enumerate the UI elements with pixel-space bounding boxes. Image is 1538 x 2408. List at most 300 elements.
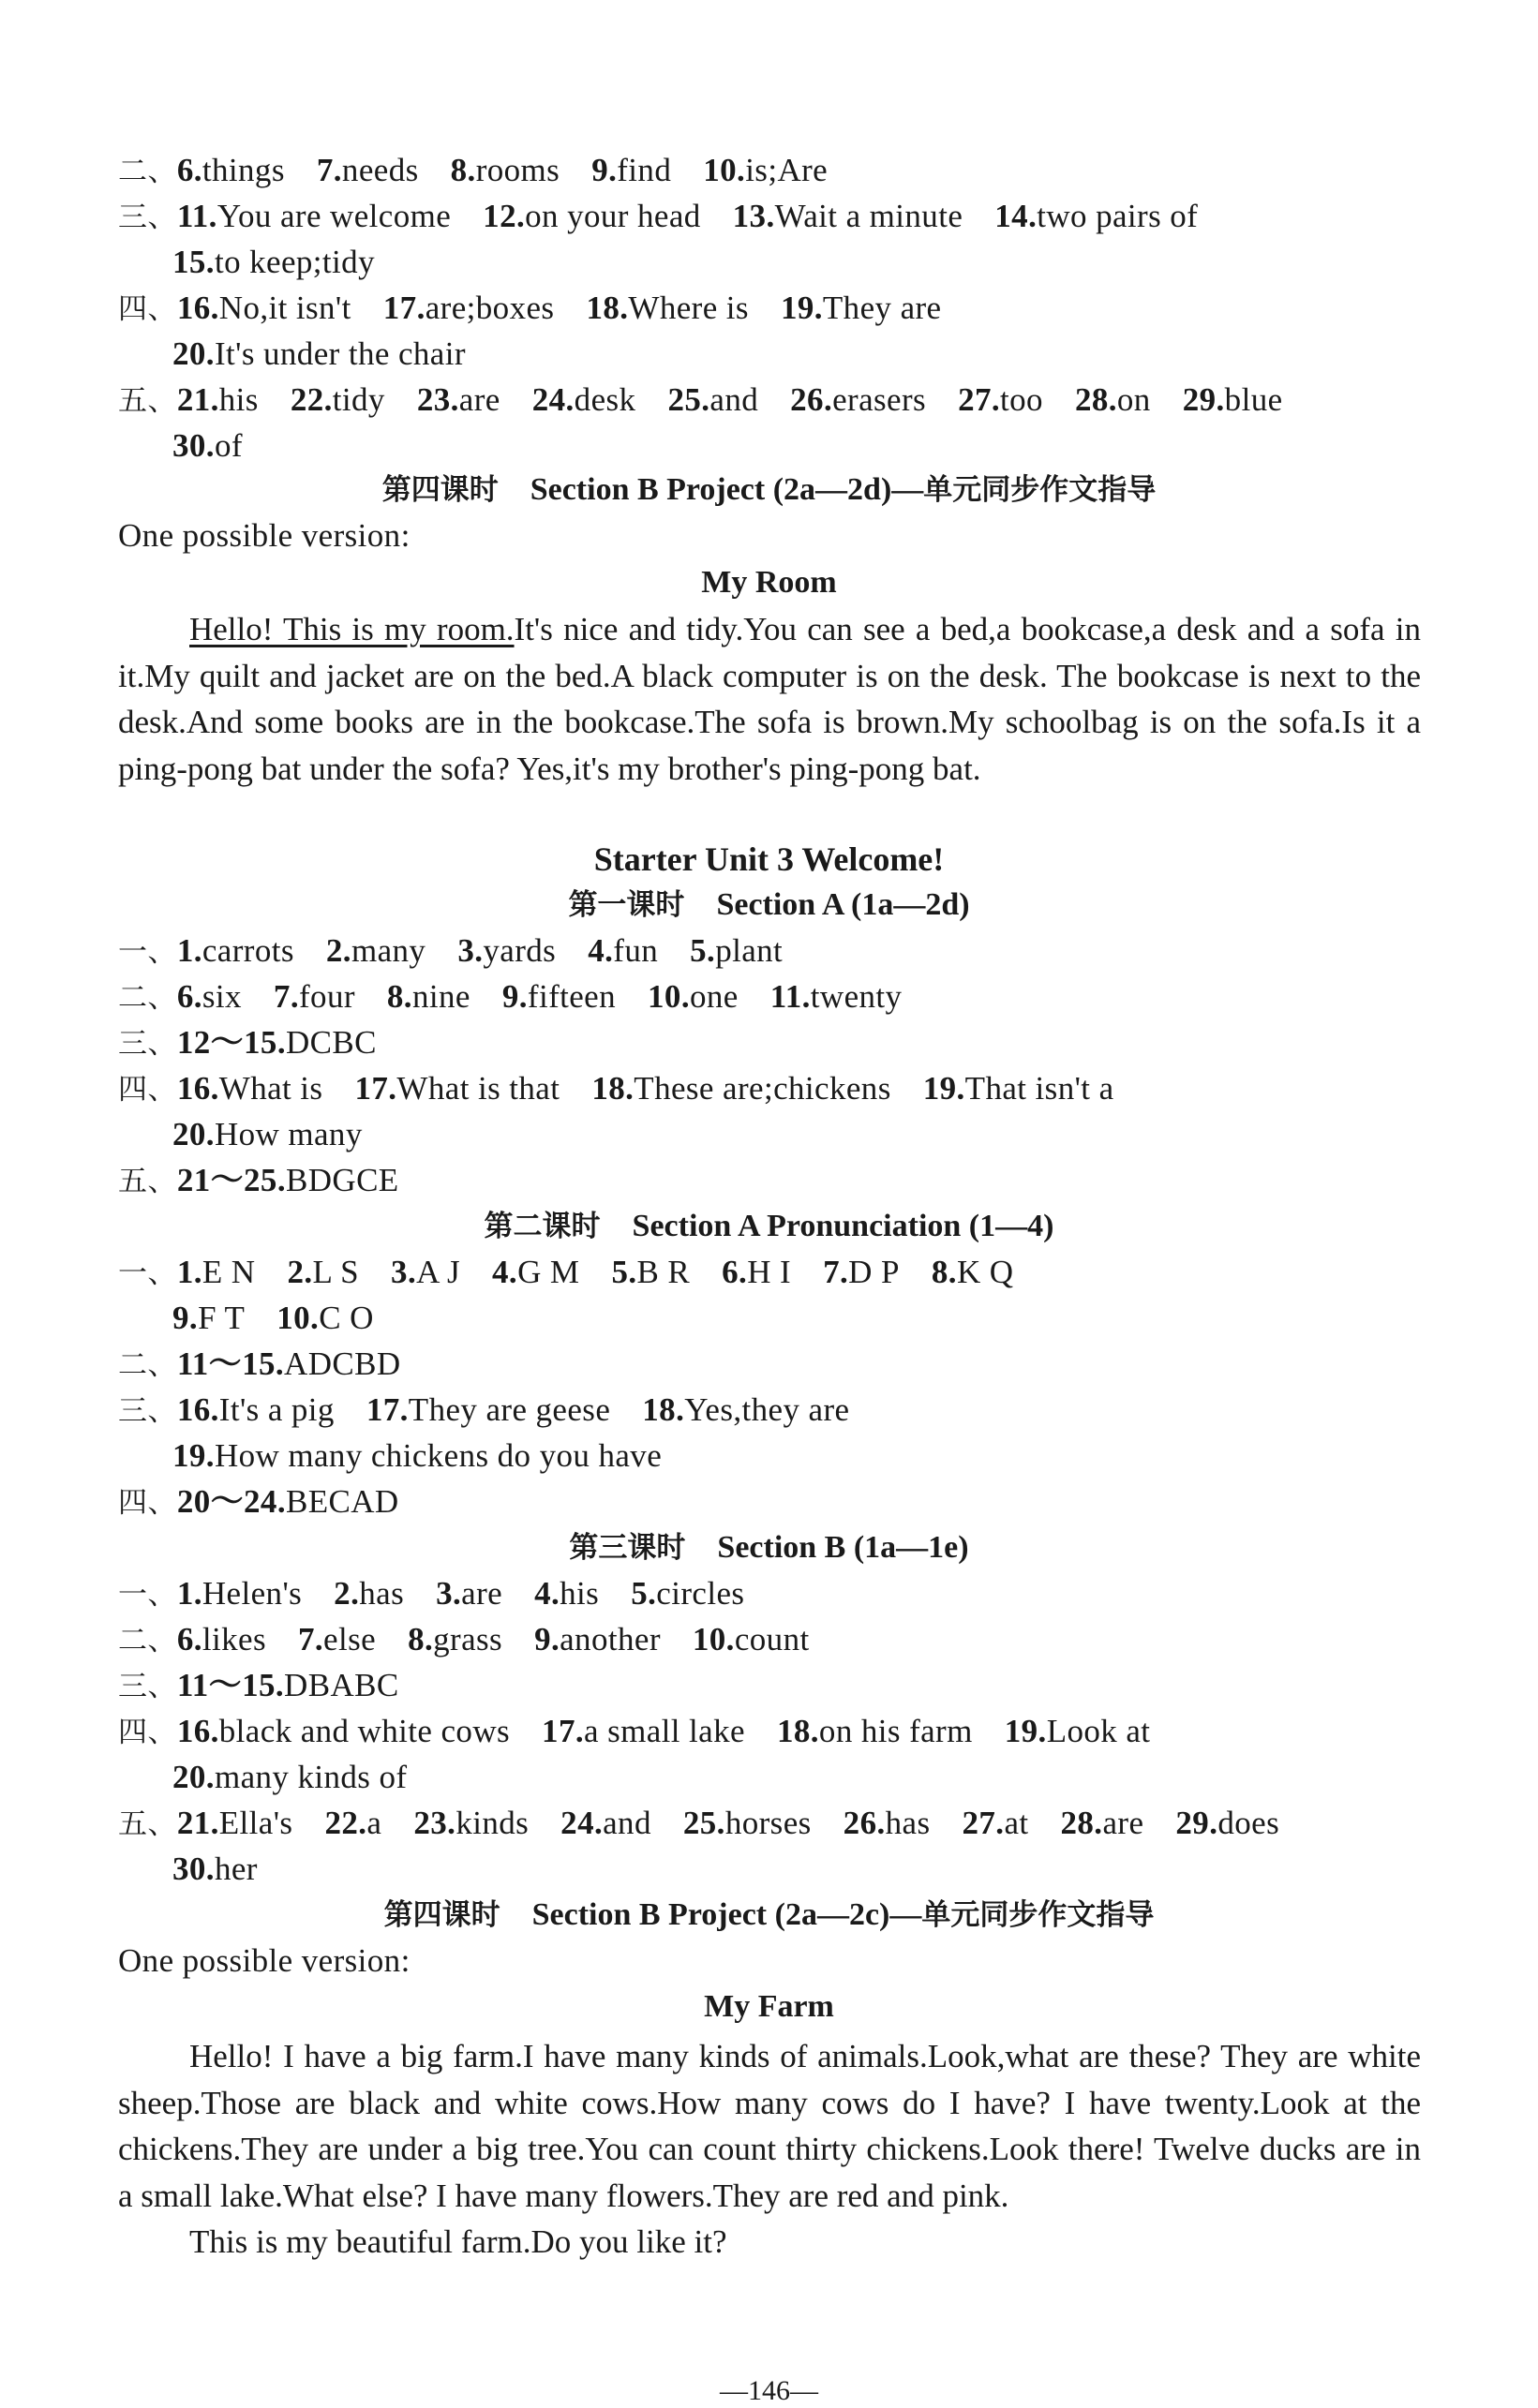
section-label: 二、 bbox=[118, 155, 177, 188]
question-number: 25. bbox=[667, 381, 710, 418]
question-number: 2. bbox=[334, 1575, 360, 1612]
essay-underlined-opening: Hello! This is my room. bbox=[189, 611, 515, 647]
answer-item bbox=[532, 381, 636, 418]
answer-text: Helen's bbox=[202, 1575, 303, 1612]
answer-item bbox=[172, 1851, 258, 1887]
answer-item bbox=[722, 1254, 791, 1290]
question-number: 9. bbox=[172, 1300, 199, 1336]
question-number: 2. bbox=[287, 1254, 313, 1290]
answer-line bbox=[118, 1483, 399, 1522]
question-number: 1. bbox=[176, 1254, 202, 1290]
answer-item bbox=[923, 1070, 1114, 1107]
answer-item bbox=[354, 1070, 560, 1107]
answer-text: twenty bbox=[810, 978, 903, 1015]
question-number: 3. bbox=[436, 1575, 462, 1612]
answer-item bbox=[962, 1805, 1028, 1841]
answer-item bbox=[733, 198, 963, 234]
answer-text: DBABC bbox=[284, 1667, 399, 1703]
answer-text: blue bbox=[1224, 381, 1283, 418]
answer-text: How many bbox=[214, 1116, 363, 1152]
answer-text: erasers bbox=[832, 381, 927, 418]
answer-text: things bbox=[202, 152, 285, 188]
question-number: 14. bbox=[994, 198, 1038, 234]
question-number: 1. bbox=[176, 1575, 202, 1612]
answer-item bbox=[534, 1575, 599, 1612]
answer-text: circles bbox=[656, 1575, 745, 1612]
question-number: 21. bbox=[176, 1805, 219, 1841]
answer-text: and bbox=[709, 381, 759, 418]
question-number: 9. bbox=[534, 1621, 560, 1657]
question-number: 3. bbox=[457, 932, 484, 969]
answer-text: horses bbox=[724, 1805, 812, 1841]
question-number: 6. bbox=[176, 978, 202, 1015]
question-number: 22. bbox=[290, 381, 333, 418]
question-number: 19. bbox=[172, 1437, 215, 1474]
question-number: 18. bbox=[586, 290, 629, 326]
answer-text: on bbox=[1116, 381, 1151, 418]
page-number: —146— bbox=[720, 2375, 818, 2406]
answer-line bbox=[118, 381, 1283, 420]
answer-item bbox=[408, 1621, 502, 1657]
question-number: 29. bbox=[1175, 1805, 1218, 1841]
essay-paragraph: Hello! This is my room.It's nice and tidy.You can see a bed,a bookcase,a desk and a sofa in it.My quilt and jacket are on the bed.A black computer is on the desk. The bookcase is next to the desk.And some books are in the bookcase.The sofa is brown.My schoolbag is on the sofa.Is it a ping-pong bat under the sofa? Yes,it's my brother's ping-pong bat. bbox=[118, 611, 1421, 787]
question-number: 20. bbox=[172, 1116, 215, 1152]
answer-text: You are welcome bbox=[217, 198, 452, 234]
section-heading: 第四课时 Section B Project (2a—2c)—单元同步作文指导 bbox=[383, 1897, 1155, 1932]
answer-item bbox=[172, 427, 243, 464]
answer-item bbox=[177, 1391, 335, 1428]
answer-item bbox=[383, 290, 555, 326]
question-number: 5. bbox=[690, 932, 716, 969]
answer-line bbox=[172, 1437, 662, 1475]
answer-item bbox=[534, 1621, 661, 1657]
answer-item bbox=[177, 1667, 399, 1703]
answer-text: many kinds of bbox=[214, 1759, 408, 1795]
question-number: 13. bbox=[732, 198, 775, 234]
question-number: 16. bbox=[176, 1713, 219, 1749]
question-number: 24. bbox=[531, 381, 575, 418]
section-label: 二、 bbox=[118, 1348, 177, 1382]
answer-line bbox=[118, 1805, 1279, 1843]
question-number: 22. bbox=[324, 1805, 367, 1841]
answer-text: six bbox=[202, 978, 242, 1015]
answer-text: does bbox=[1217, 1805, 1280, 1841]
answer-text: yards bbox=[483, 932, 557, 969]
question-number: 11. bbox=[176, 198, 217, 234]
answer-line bbox=[118, 198, 1198, 236]
answer-text: Ella's bbox=[218, 1805, 293, 1841]
answer-line bbox=[172, 1116, 363, 1153]
answer-item bbox=[177, 932, 294, 969]
answer-line bbox=[118, 290, 942, 328]
answer-line bbox=[118, 1024, 377, 1063]
question-number: 26. bbox=[790, 381, 833, 418]
answer-item bbox=[172, 1437, 662, 1474]
question-number: 17. bbox=[382, 290, 426, 326]
answer-item bbox=[177, 1713, 510, 1749]
section-heading: 第二课时 Section A Pronunciation (1—4) bbox=[484, 1209, 1054, 1243]
answer-text: D P bbox=[848, 1254, 900, 1290]
answer-text: at bbox=[1004, 1805, 1029, 1841]
answer-text: Look at bbox=[1046, 1713, 1151, 1749]
question-number: 9. bbox=[501, 978, 528, 1015]
answer-line bbox=[118, 978, 902, 1017]
section-label: 三、 bbox=[118, 1394, 177, 1428]
answer-item bbox=[177, 1621, 266, 1657]
answer-item bbox=[177, 1483, 399, 1520]
answer-text: carrots bbox=[202, 932, 294, 969]
answer-item bbox=[334, 1575, 404, 1612]
answer-text: It's under the chair bbox=[214, 335, 466, 372]
answer-line bbox=[172, 1851, 258, 1888]
answer-text: E N bbox=[202, 1254, 256, 1290]
question-number: 15. bbox=[172, 244, 215, 280]
essay-intro: One possible version: bbox=[118, 517, 411, 554]
question-number: 18. bbox=[591, 1070, 635, 1107]
answer-text: needs bbox=[341, 152, 419, 188]
answer-text: nine bbox=[411, 978, 470, 1015]
question-number: 20. bbox=[172, 335, 215, 372]
section-label: 三、 bbox=[118, 1670, 177, 1703]
question-number: 4. bbox=[534, 1575, 560, 1612]
answer-item bbox=[1005, 1713, 1151, 1749]
answer-item bbox=[703, 152, 828, 188]
question-number: 19. bbox=[1004, 1713, 1047, 1749]
answer-text: It's a pig bbox=[218, 1391, 335, 1428]
answer-text: a bbox=[366, 1805, 382, 1841]
answer-item bbox=[177, 1070, 323, 1107]
question-number: 8. bbox=[408, 1621, 434, 1657]
answer-line bbox=[118, 1254, 1013, 1292]
question-number: 11～15. bbox=[176, 1345, 285, 1382]
section-label: 二、 bbox=[118, 1624, 177, 1657]
answer-line bbox=[118, 1391, 849, 1430]
question-number: 16. bbox=[176, 1391, 219, 1428]
answer-text: H I bbox=[747, 1254, 792, 1290]
answer-item bbox=[326, 932, 426, 969]
answer-item bbox=[317, 152, 419, 188]
answer-item bbox=[413, 1805, 529, 1841]
answer-item bbox=[777, 1713, 973, 1749]
section-label: 四、 bbox=[118, 292, 177, 326]
answer-text: rooms bbox=[475, 152, 560, 188]
answer-item bbox=[177, 1345, 401, 1382]
answer-item bbox=[1075, 381, 1151, 418]
section-label: 三、 bbox=[118, 1027, 177, 1061]
answer-text: find bbox=[617, 152, 672, 188]
answer-text: are bbox=[458, 381, 500, 418]
answer-text: K Q bbox=[956, 1254, 1014, 1290]
section-heading: 第一课时 Section A (1a—2d) bbox=[568, 887, 970, 922]
essay-title: My Farm bbox=[704, 1989, 834, 2024]
answer-text: his bbox=[560, 1575, 600, 1612]
question-number: 20. bbox=[172, 1759, 215, 1795]
answer-line bbox=[172, 427, 243, 465]
question-number: 5. bbox=[631, 1575, 657, 1612]
answer-item bbox=[276, 1300, 374, 1336]
answer-text: count bbox=[734, 1621, 810, 1657]
answer-text: They are bbox=[822, 290, 942, 326]
answer-text: plant bbox=[715, 932, 784, 969]
question-number: 7. bbox=[297, 1621, 324, 1657]
answer-item bbox=[588, 932, 658, 969]
answer-text: a small lake bbox=[584, 1713, 745, 1749]
answer-text: ADCBD bbox=[284, 1345, 401, 1382]
answer-text: grass bbox=[433, 1621, 503, 1657]
question-number: 25. bbox=[682, 1805, 725, 1841]
answer-item bbox=[177, 1162, 399, 1198]
answer-item bbox=[790, 381, 926, 418]
answer-text: B R bbox=[636, 1254, 691, 1290]
answer-item bbox=[172, 1759, 407, 1795]
answer-text: kinds bbox=[455, 1805, 530, 1841]
answer-text: BECAD bbox=[285, 1483, 399, 1520]
question-number: 28. bbox=[1074, 381, 1117, 418]
answer-line bbox=[118, 1345, 401, 1384]
answer-text: of bbox=[214, 427, 243, 464]
answer-text: fun bbox=[613, 932, 659, 969]
question-number: 21～25. bbox=[176, 1162, 286, 1198]
answer-text: four bbox=[298, 978, 355, 1015]
answer-item bbox=[781, 290, 942, 326]
section-label: 四、 bbox=[118, 1486, 177, 1520]
answer-line bbox=[118, 152, 828, 190]
answer-item bbox=[932, 1254, 1014, 1290]
answer-line bbox=[118, 1575, 744, 1613]
answer-text: are bbox=[1102, 1805, 1144, 1841]
answer-item bbox=[391, 1254, 460, 1290]
answer-item bbox=[844, 1805, 931, 1841]
question-number: 23. bbox=[413, 1805, 456, 1841]
answer-text: is;Are bbox=[745, 152, 829, 188]
section-label: 四、 bbox=[118, 1716, 177, 1749]
section-label: 一、 bbox=[118, 1256, 177, 1290]
answer-text: else bbox=[323, 1621, 377, 1657]
unit-title: Starter Unit 3 Welcome! bbox=[593, 840, 945, 878]
answer-line bbox=[118, 1667, 399, 1705]
answer-item bbox=[177, 1024, 377, 1061]
answer-item bbox=[436, 1575, 502, 1612]
answer-item bbox=[492, 1254, 579, 1290]
answer-item bbox=[667, 381, 758, 418]
question-number: 6. bbox=[722, 1254, 748, 1290]
answer-line bbox=[118, 1621, 810, 1659]
answer-text: Where is bbox=[628, 290, 749, 326]
section-heading: 第三课时 Section B (1a—1e) bbox=[569, 1530, 969, 1565]
answer-item bbox=[1183, 381, 1283, 418]
question-number: 21. bbox=[176, 381, 219, 418]
answer-item bbox=[177, 1575, 302, 1612]
answer-text: What is that bbox=[396, 1070, 560, 1107]
question-number: 20～24. bbox=[176, 1483, 286, 1520]
question-number: 6. bbox=[176, 1621, 202, 1657]
question-number: 1. bbox=[176, 932, 202, 969]
question-number: 4. bbox=[492, 1254, 518, 1290]
question-number: 30. bbox=[172, 427, 215, 464]
answer-line bbox=[172, 1759, 407, 1796]
answer-item bbox=[693, 1621, 810, 1657]
answer-text: They are geese bbox=[408, 1391, 611, 1428]
answer-text: are;boxes bbox=[425, 290, 555, 326]
answer-item bbox=[172, 244, 375, 280]
answer-item bbox=[611, 1254, 690, 1290]
answer-item bbox=[690, 932, 783, 969]
answer-item bbox=[483, 198, 700, 234]
answer-item bbox=[823, 1254, 900, 1290]
answer-text: to keep;tidy bbox=[214, 244, 375, 280]
question-number: 7. bbox=[273, 978, 299, 1015]
answer-text: his bbox=[218, 381, 259, 418]
answer-text: These are;chickens bbox=[634, 1070, 891, 1107]
question-number: 18. bbox=[642, 1391, 685, 1428]
question-number: 4. bbox=[588, 932, 614, 969]
answer-text: Yes,they are bbox=[684, 1391, 850, 1428]
question-number: 17. bbox=[542, 1713, 584, 1749]
question-number: 10. bbox=[276, 1300, 320, 1336]
answer-text: black and white cows bbox=[218, 1713, 511, 1749]
answer-line bbox=[172, 1300, 374, 1337]
answer-item bbox=[642, 1391, 849, 1428]
question-number: 6. bbox=[176, 152, 202, 188]
answer-text: BDGCE bbox=[285, 1162, 399, 1198]
answer-text: many bbox=[351, 932, 426, 969]
answer-text: How many chickens do you have bbox=[214, 1437, 663, 1474]
question-number: 5. bbox=[611, 1254, 637, 1290]
essay-title: My Room bbox=[701, 565, 837, 600]
answer-text: desk bbox=[574, 381, 636, 418]
question-number: 12～15. bbox=[176, 1024, 286, 1061]
answer-text: two pairs of bbox=[1037, 198, 1199, 234]
answer-item bbox=[177, 1805, 293, 1841]
answer-item bbox=[298, 1621, 376, 1657]
section-label: 四、 bbox=[118, 1073, 177, 1107]
answer-text: What is bbox=[218, 1070, 323, 1107]
answer-item bbox=[648, 978, 739, 1015]
question-number: 7. bbox=[823, 1254, 849, 1290]
answer-text: No,it isn't bbox=[218, 290, 351, 326]
answer-item bbox=[451, 152, 560, 188]
question-number: 27. bbox=[958, 381, 1001, 418]
answer-item bbox=[1061, 1805, 1144, 1841]
section-label: 二、 bbox=[118, 981, 177, 1015]
essay-paragraph: Hello! I have a big farm.I have many kinds of animals.Look,what are these? They are white sheep.Those are black and white cows.How many cows do I have? I have twenty.Look at the chickens.They are under a big tree.You can count thirty chickens.Look there! Twelve ducks are in a small lake.What else? I have many flowers.They are red and pink. This is my beautiful farm.Do you like it? bbox=[118, 2038, 1421, 2261]
answer-line bbox=[172, 244, 375, 281]
question-number: 10. bbox=[703, 152, 746, 188]
answer-text: are bbox=[461, 1575, 503, 1612]
section-label: 一、 bbox=[118, 1578, 177, 1612]
answer-line bbox=[118, 1713, 1150, 1751]
question-number: 10. bbox=[648, 978, 690, 1015]
question-number: 10. bbox=[692, 1621, 735, 1657]
section-label: 三、 bbox=[118, 201, 177, 234]
question-number: 18. bbox=[776, 1713, 819, 1749]
answer-text: G M bbox=[517, 1254, 580, 1290]
answer-item bbox=[502, 978, 616, 1015]
question-number: 11. bbox=[769, 978, 811, 1015]
answer-item bbox=[172, 335, 466, 372]
answer-item bbox=[172, 1300, 245, 1336]
answer-text: L S bbox=[312, 1254, 360, 1290]
question-number: 26. bbox=[843, 1805, 886, 1841]
question-number: 3. bbox=[391, 1254, 417, 1290]
answer-text: too bbox=[1000, 381, 1043, 418]
answer-text: That isn't a bbox=[964, 1070, 1114, 1107]
question-number: 7. bbox=[316, 152, 342, 188]
answer-item bbox=[560, 1805, 651, 1841]
answer-text: one bbox=[689, 978, 739, 1015]
answer-item bbox=[457, 932, 556, 969]
answer-item bbox=[274, 978, 355, 1015]
answer-item bbox=[591, 152, 671, 188]
answer-item bbox=[770, 978, 903, 1015]
answer-text: Wait a minute bbox=[774, 198, 963, 234]
answer-item bbox=[542, 1713, 745, 1749]
answer-item bbox=[291, 381, 385, 418]
answer-item bbox=[631, 1575, 744, 1612]
answer-text: on his farm bbox=[818, 1713, 973, 1749]
section-heading: 第四课时 Section B Project (2a—2d)—单元同步作文指导 bbox=[381, 472, 1157, 507]
answer-item bbox=[683, 1805, 812, 1841]
answer-item bbox=[177, 198, 451, 234]
answer-item bbox=[591, 1070, 890, 1107]
answer-text: F T bbox=[198, 1300, 246, 1336]
answer-item bbox=[172, 1116, 363, 1152]
answer-text: C O bbox=[319, 1300, 374, 1336]
question-number: 17. bbox=[366, 1391, 409, 1428]
question-number: 8. bbox=[931, 1254, 957, 1290]
answer-text: fifteen bbox=[527, 978, 617, 1015]
answer-text: likes bbox=[202, 1621, 266, 1657]
answer-item bbox=[287, 1254, 359, 1290]
question-number: 8. bbox=[386, 978, 412, 1015]
answer-text: and bbox=[603, 1805, 651, 1841]
answer-text: on your head bbox=[525, 198, 701, 234]
answer-text: DCBC bbox=[285, 1024, 377, 1061]
answer-text: tidy bbox=[332, 381, 385, 418]
answer-item bbox=[177, 290, 351, 326]
section-label: 一、 bbox=[118, 935, 177, 969]
question-number: 29. bbox=[1182, 381, 1225, 418]
question-number: 19. bbox=[922, 1070, 965, 1107]
answer-line bbox=[118, 932, 783, 971]
answer-item bbox=[177, 978, 242, 1015]
answer-item bbox=[366, 1391, 610, 1428]
answer-item bbox=[324, 1805, 381, 1841]
answer-text: has bbox=[885, 1805, 931, 1841]
answer-item bbox=[958, 381, 1043, 418]
answer-text: A J bbox=[416, 1254, 461, 1290]
answer-text: another bbox=[560, 1621, 661, 1657]
answer-text: has bbox=[359, 1575, 405, 1612]
answer-text: her bbox=[214, 1851, 258, 1887]
answer-line bbox=[118, 1070, 1114, 1108]
question-number: 9. bbox=[591, 152, 618, 188]
answer-line bbox=[172, 335, 466, 373]
answer-line bbox=[118, 1162, 399, 1200]
answer-item bbox=[417, 381, 500, 418]
essay-intro: One possible version: bbox=[118, 1942, 411, 1979]
question-number: 19. bbox=[780, 290, 823, 326]
answer-item bbox=[177, 381, 259, 418]
answer-item bbox=[177, 152, 285, 188]
question-number: 11～15. bbox=[176, 1667, 285, 1703]
answer-item bbox=[177, 1254, 256, 1290]
question-number: 12. bbox=[483, 198, 526, 234]
section-label: 五、 bbox=[118, 1807, 177, 1841]
question-number: 27. bbox=[962, 1805, 1005, 1841]
answer-item bbox=[1175, 1805, 1279, 1841]
question-number: 16. bbox=[176, 290, 219, 326]
